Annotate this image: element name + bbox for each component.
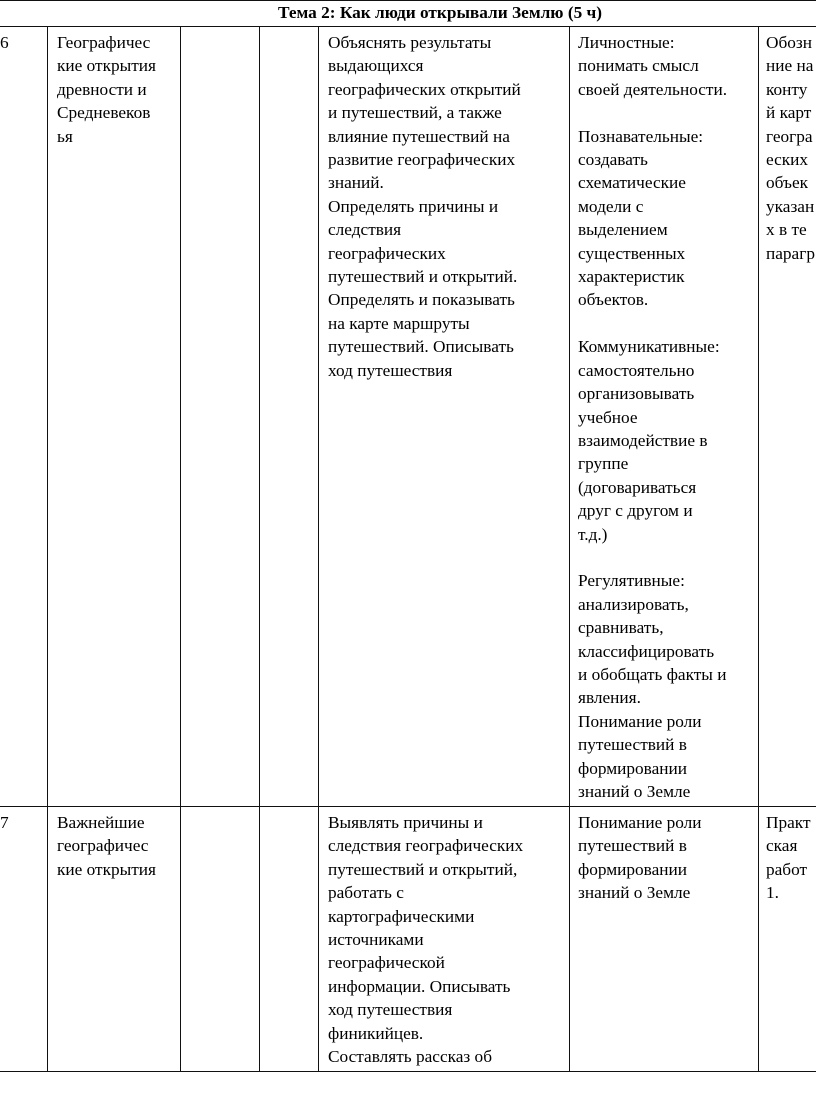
table-cell-learning-results: Личностные: понимать смысл своей деятельности. Познавательные: создавать схематические модели с выделением существенных характеристик объектов. Коммуникативные: самостоятельно организовывать учебное взаимодействие в группе (договариваться друг с другом и т.д.) Регулятивные: анализировать, сравнивать, классифицировать и обобщать факты и явления. Понимание роли путешествий в формировании знаний о Земле: [578, 33, 728, 801]
table-cell-lesson-title: Важнейшие географичес кие открытия: [57, 813, 156, 879]
table-cell-control: Практ ская работ 1.: [766, 813, 811, 903]
column-divider: [259, 26, 260, 1071]
column-divider: [180, 26, 181, 1071]
row-divider: [0, 806, 816, 807]
table-cell-control: Обозн ние на конту й карт геогра еских объек указан х в те парагр: [766, 33, 815, 263]
table-cell-lesson-title: Географичес кие открытия древности и Средневеков ья: [57, 33, 156, 146]
column-divider: [47, 26, 48, 1071]
table-cell-number: 7: [0, 813, 9, 832]
column-divider: [569, 26, 570, 1071]
table-cell-activities: Объяснять результаты выдающихся географических открытий и путешествий, а также влияние путешествий на развитие географических знаний. Определять причины и следствия географических путешествий и открытий. Определять и показывать на карте маршруты путешествий. Описывать ход путешествия: [328, 33, 521, 380]
table-cell-number: 6: [0, 33, 9, 52]
column-divider: [758, 26, 759, 1071]
column-divider: [318, 26, 319, 1071]
header-bottom-border: [0, 26, 816, 27]
table-top-border: [0, 0, 816, 1]
table-cell-activities: Выявлять причины и следствия географических путешествий и открытий, работать с картографическими источниками географической информации. Описывать ход путешествия финикийцев. Составлять рассказ об: [328, 813, 524, 1067]
topic-header: Тема 2: Как люди открывали Землю (5 ч): [277, 3, 603, 22]
table-bottom-border: [0, 1071, 816, 1072]
table-cell-learning-results: Понимание роли путешествий в формировании знаний о Земле: [578, 813, 702, 903]
